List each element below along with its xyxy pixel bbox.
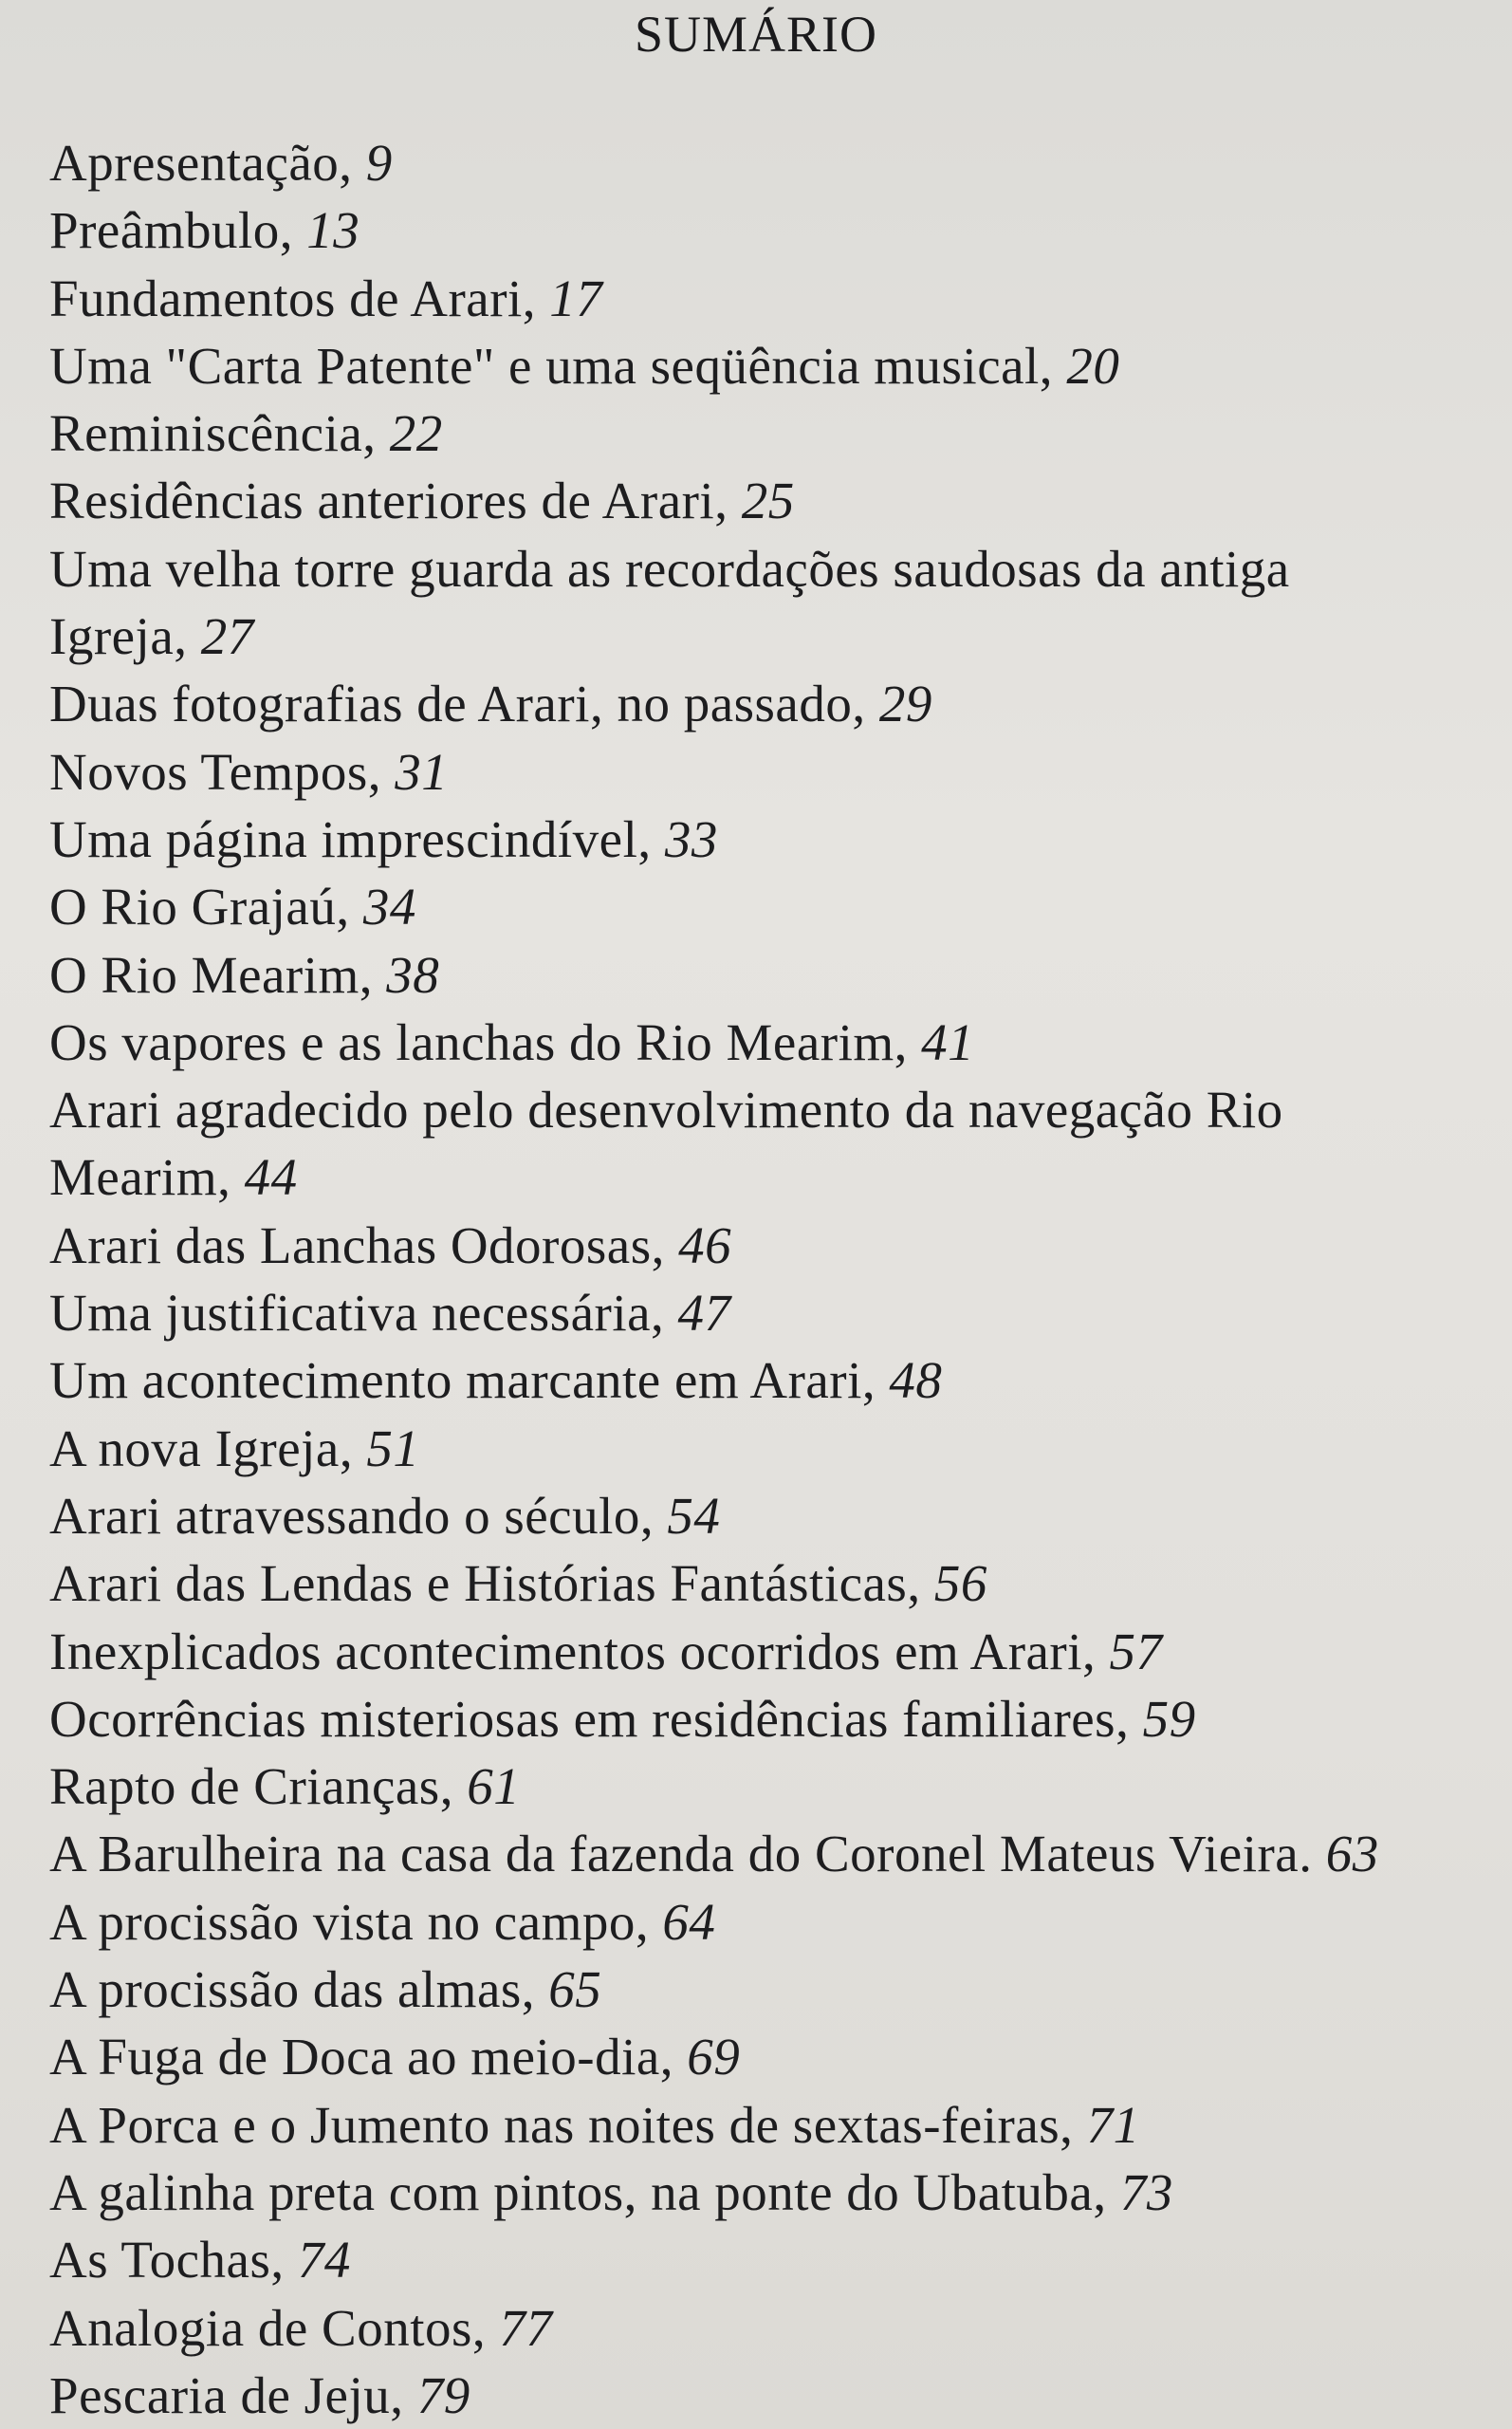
toc-entry-text: Um acontecimento marcante em Arari, bbox=[49, 1351, 890, 1410]
toc-entry-page: 20 bbox=[1066, 336, 1120, 395]
toc-entry bbox=[49, 1143, 1512, 1211]
toc-entry-page: 51 bbox=[366, 1418, 420, 1477]
toc-entry bbox=[49, 1212, 1512, 1279]
toc-entry-text: Apresentação, bbox=[49, 134, 366, 192]
toc-entry bbox=[49, 738, 1512, 806]
toc-entry bbox=[49, 2362, 1512, 2429]
toc-entry-text: As Tochas, bbox=[49, 2231, 298, 2290]
toc-entry-text: Novos Tempos, bbox=[49, 742, 396, 801]
toc-entry bbox=[49, 399, 1512, 467]
toc-entry-page: 65 bbox=[548, 1960, 602, 2019]
toc-entry bbox=[49, 129, 1512, 196]
toc-entry-text: O Rio Grajaú, bbox=[49, 878, 363, 936]
toc-entry bbox=[49, 535, 1512, 603]
toc-entry bbox=[49, 670, 1512, 737]
toc-entry-text: O Rio Mearim, bbox=[49, 945, 387, 1004]
toc-entry bbox=[49, 467, 1512, 534]
toc-entry-page: 38 bbox=[386, 945, 440, 1004]
toc-entry-text: A nova Igreja, bbox=[49, 1418, 367, 1477]
toc-entry-text: A Fuga de Doca ao meio-dia, bbox=[49, 2028, 688, 2086]
toc-entry bbox=[49, 1956, 1512, 2023]
toc-entry-text: Uma justificativa necessária, bbox=[49, 1284, 678, 1343]
toc-entry-text: A galinha preta com pintos, na ponte do Ubatuba, bbox=[49, 2162, 1120, 2221]
toc-entry-text: Residências anteriores de Arari, bbox=[49, 472, 742, 530]
toc-entry-text: Arari agradecido pelo desenvolvimento da navegação Rio bbox=[49, 1081, 1283, 1140]
toc-entry bbox=[49, 1076, 1512, 1143]
toc-entry-page: 54 bbox=[667, 1486, 721, 1545]
toc-entry-text: Inexplicados acontecimentos ocorridos em Arari, bbox=[49, 1622, 1110, 1680]
toc-entry-page: 79 bbox=[416, 2365, 470, 2424]
toc-entry bbox=[49, 1346, 1512, 1414]
toc-entry bbox=[49, 1888, 1512, 1956]
page-title: SUMÁRIO bbox=[634, 6, 878, 63]
toc-entry-page: 56 bbox=[933, 1554, 987, 1613]
toc-entry-text: Os vapores e as lanchas do Rio Mearim, bbox=[49, 1012, 922, 1071]
toc-entry-page: 71 bbox=[1086, 2095, 1140, 2154]
toc-entry-page: 17 bbox=[549, 269, 603, 327]
toc-entry-page: 27 bbox=[200, 607, 254, 666]
toc-entry-page: 61 bbox=[467, 1757, 521, 1816]
toc-entry-page: 25 bbox=[741, 472, 795, 530]
toc-entry-page: 64 bbox=[662, 1892, 716, 1951]
toc-entry-text: Uma "Carta Patente" e uma seqüência musical, bbox=[49, 336, 1067, 395]
toc-entry-page: 22 bbox=[389, 404, 443, 463]
toc-entry-page: 41 bbox=[921, 1012, 975, 1071]
toc-entry-page: 29 bbox=[878, 675, 932, 733]
toc-entry bbox=[49, 1009, 1512, 1076]
toc-entry bbox=[49, 1279, 1512, 1346]
toc-entry-text: A Porca e o Jumento nas noites de sextas-feiras, bbox=[49, 2095, 1087, 2154]
toc-entry-text: Arari das Lanchas Odorosas, bbox=[49, 1215, 679, 1274]
toc-entry-text: Rapto de Crianças, bbox=[49, 1757, 468, 1816]
toc-entry bbox=[49, 806, 1512, 873]
toc-entry-page: 48 bbox=[889, 1351, 943, 1410]
toc-entry bbox=[49, 196, 1512, 264]
toc-entry-text: Ocorrências misteriosas em residências familiares, bbox=[49, 1689, 1143, 1748]
toc-entry-page: 57 bbox=[1109, 1622, 1163, 1680]
table-of-contents bbox=[49, 129, 1512, 2429]
toc-entry-text: Analogia de Contos, bbox=[49, 2298, 500, 2357]
toc-entry-text: Pescaria de Jeju, bbox=[49, 2365, 417, 2424]
toc-entry-page: 13 bbox=[306, 201, 360, 260]
toc-entry-page: 73 bbox=[1119, 2162, 1173, 2221]
toc-entry bbox=[49, 1549, 1512, 1617]
toc-entry-page: 59 bbox=[1142, 1689, 1196, 1748]
toc-entry bbox=[49, 2159, 1512, 2226]
toc-entry bbox=[49, 2226, 1512, 2293]
toc-entry-text: Fundamentos de Arari, bbox=[49, 269, 550, 327]
toc-entry bbox=[49, 873, 1512, 940]
toc-entry-page: 31 bbox=[395, 742, 449, 801]
toc-entry-text: Preâmbulo, bbox=[49, 201, 307, 260]
toc-entry-page: 46 bbox=[678, 1215, 732, 1274]
toc-entry-page: 9 bbox=[365, 134, 393, 192]
toc-entry-text: A procissão vista no campo, bbox=[49, 1892, 663, 1951]
toc-entry-text: A Barulheira na casa da fazenda do Coronel Mateus Vieira. bbox=[49, 1825, 1326, 1883]
toc-entry bbox=[49, 603, 1512, 670]
toc-entry bbox=[49, 265, 1512, 332]
toc-entry bbox=[49, 2091, 1512, 2159]
toc-entry bbox=[49, 1415, 1512, 1482]
toc-entry-page: 77 bbox=[499, 2298, 553, 2357]
toc-entry-page: 44 bbox=[244, 1148, 298, 1207]
toc-entry-page: 33 bbox=[664, 809, 718, 868]
toc-entry-page: 69 bbox=[687, 2028, 741, 2086]
toc-entry bbox=[49, 1685, 1512, 1752]
toc-entry-page: 34 bbox=[362, 878, 416, 936]
toc-entry bbox=[49, 1482, 1512, 1549]
toc-entry bbox=[49, 1752, 1512, 1820]
toc-entry-page: 74 bbox=[297, 2231, 351, 2290]
toc-entry-text: Arari atravessando o século, bbox=[49, 1486, 668, 1545]
toc-entry-text: Reminiscência, bbox=[49, 404, 390, 463]
toc-entry-text: Uma velha torre guarda as recordações saudosas da antiga bbox=[49, 539, 1290, 598]
toc-entry bbox=[49, 2294, 1512, 2362]
toc-entry-text: A procissão das almas, bbox=[49, 1960, 549, 2019]
toc-entry bbox=[49, 2023, 1512, 2090]
toc-entry-text: Igreja, bbox=[49, 607, 201, 666]
toc-entry-text: Arari das Lendas e Histórias Fantásticas, bbox=[49, 1554, 934, 1613]
toc-entry bbox=[49, 941, 1512, 1009]
toc-entry-page: 47 bbox=[677, 1284, 731, 1343]
toc-entry bbox=[49, 1618, 1512, 1685]
toc-entry-page: 63 bbox=[1325, 1825, 1379, 1883]
toc-entry-text: Mearim, bbox=[49, 1148, 245, 1207]
toc-entry bbox=[49, 332, 1512, 399]
toc-entry bbox=[49, 1820, 1512, 1887]
toc-entry-text: Uma página imprescindível, bbox=[49, 809, 665, 868]
toc-entry-text: Duas fotografias de Arari, no passado, bbox=[49, 675, 879, 733]
